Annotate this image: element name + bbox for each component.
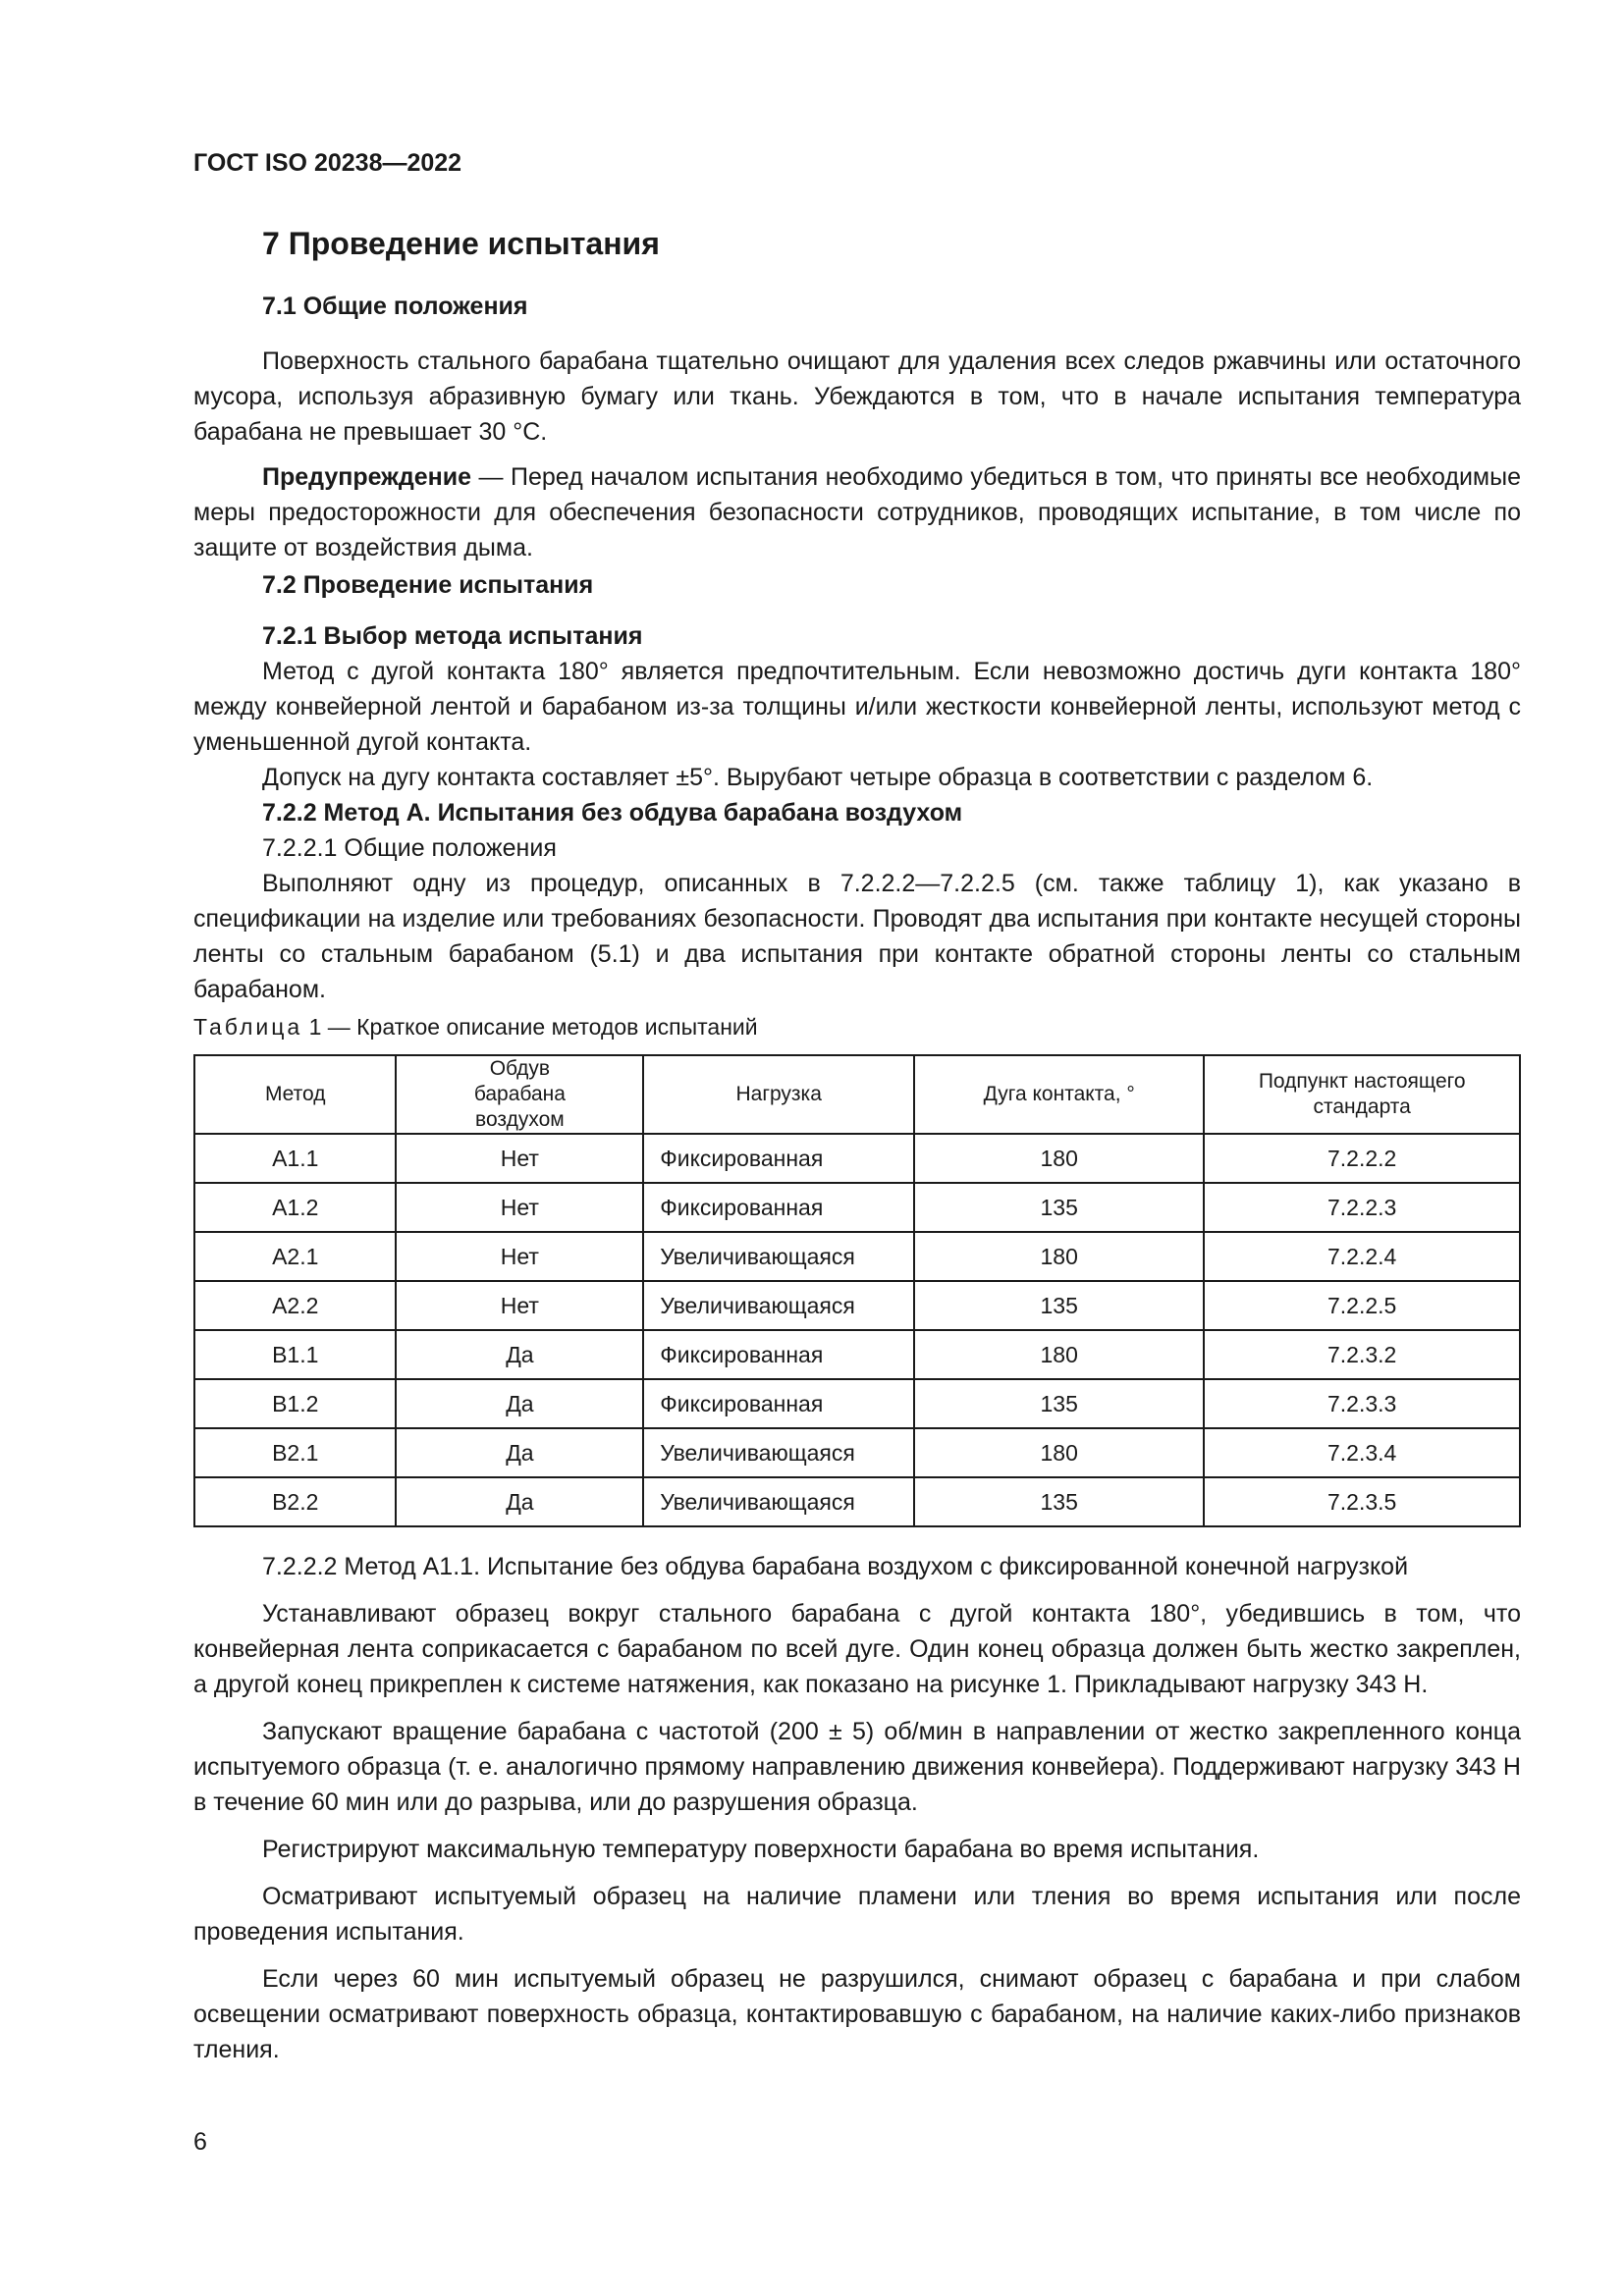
table-row	[194, 1330, 1520, 1379]
paragraph: Устанавливают образец вокруг стального барабана с дугой контакта 180°, убедившись в том, что конвейерная лента соприкасается с барабаном по всей дуге. Один конец образца должен быть жестко закреплен, а другой конец прикреплен к системе натяжения, как показано на рисунке 1. Прикладывают нагрузку 343 Н.	[193, 1600, 1521, 1698]
paragraph: Выполняют одну из процедур, описанных в 7.2.2.2—7.2.2.5 (см. также таблицу 1), как указано в спецификации на изделие или требованиях безопасности. Проводят два испытания при контакте несущей стороны ленты со стальным барабаном (5.1) и два испытания при контакте обратной стороны ленты со стальным барабаном.	[193, 870, 1521, 1003]
table-cell: Увеличивающаяся	[643, 1281, 914, 1330]
table-cell: Нет	[396, 1232, 643, 1281]
paragraph: Осматривают испытуемый образец на наличие пламени или тления во время испытания или после проведения испытания.	[193, 1883, 1521, 1946]
table-cell: 7.2.3.4	[1204, 1428, 1520, 1477]
table-cell: 180	[914, 1330, 1204, 1379]
table-cell: А2.2	[194, 1281, 396, 1330]
paragraph: Если через 60 мин испытуемый образец не разрушился, снимают образец с барабана и при слабом освещении осматривают поверхность образца, контактировавшую с барабаном, на наличие каких-либо признаков тления.	[193, 1965, 1521, 2063]
section-7-1	[193, 289, 1521, 565]
paragraph-heading: 7.2.2.1 Общие положения	[262, 834, 557, 862]
warning-text: — Перед началом испытания необходимо убедиться в том, что приняты все необходимые меры предосторожности для обеспечения безопасности сотрудников, проводящих испытание, в том числе по защите от воздействия дыма.	[193, 463, 1521, 561]
methods-table	[193, 1054, 1521, 1527]
table-cell: А2.1	[194, 1232, 396, 1281]
table-cell: 180	[914, 1232, 1204, 1281]
subsection-title-7-2-1: 7.2.1 Выбор метода испытания	[262, 622, 643, 650]
table-header-cell: Метод	[194, 1055, 396, 1134]
table-cell: 180	[914, 1428, 1204, 1477]
warning-paragraph	[193, 459, 1521, 565]
table-row	[194, 1134, 1520, 1183]
table-row	[194, 1232, 1520, 1281]
table-cell: 135	[914, 1281, 1204, 1330]
table-header-cell: Обдув барабана воздухом	[396, 1055, 643, 1134]
table-caption-word: Таблица	[193, 1014, 303, 1040]
paragraph: Регистрируют максимальную температуру поверхности барабана во время испытания.	[262, 1836, 1260, 1863]
table-row	[194, 1281, 1520, 1330]
table-cell: Нет	[396, 1183, 643, 1232]
paragraph: Запускают вращение барабана с частотой (200 ± 5) об/мин в направлении от жестко закрепленного конца испытуемого образца (т. е. аналогично прямому направлению движения конвейера). Поддерживают нагрузку 343 Н в течение 60 мин или до разрыва, или до разрушения образца.	[193, 1718, 1521, 1816]
paragraph: Допуск на дугу контакта составляет ±5°. Вырубают четыре образца в соответствии с разделом 6.	[262, 764, 1374, 791]
table-cell: В2.2	[194, 1477, 396, 1526]
table-cell: Фиксированная	[643, 1330, 914, 1379]
table-cell: 7.2.2.4	[1204, 1232, 1520, 1281]
subsection-title-7-1: 7.1 Общие положения	[262, 293, 528, 320]
table-cell: 7.2.3.5	[1204, 1477, 1520, 1526]
table-cell: Фиксированная	[643, 1183, 914, 1232]
subsection-title-7-2: 7.2 Проведение испытания	[262, 571, 594, 599]
table-cell: Да	[396, 1477, 643, 1526]
document-header: ГОСТ ISO 20238—2022	[193, 149, 462, 177]
page-number: 6	[193, 2128, 207, 2156]
table-cell: В1.2	[194, 1379, 396, 1428]
table-cell: А1.1	[194, 1134, 396, 1183]
table-cell: Фиксированная	[643, 1379, 914, 1428]
table-row	[194, 1477, 1520, 1526]
table-cell: 135	[914, 1477, 1204, 1526]
table-cell: 135	[914, 1183, 1204, 1232]
table-cell: 180	[914, 1134, 1204, 1183]
table-cell: 7.2.2.3	[1204, 1183, 1520, 1232]
section-7-2	[193, 567, 1521, 1007]
table-cell: Увеличивающаяся	[643, 1477, 914, 1526]
table-header-cell: Дуга контакта, °	[914, 1055, 1204, 1134]
table-header-cell: Подпункт настоящего стандарта	[1204, 1055, 1520, 1134]
table-row	[194, 1428, 1520, 1477]
table-caption	[193, 1014, 758, 1041]
table-cell: 7.2.3.3	[1204, 1379, 1520, 1428]
paragraph: Поверхность стального барабана тщательно очищают для удаления всех следов ржавчины или остаточного мусора, используя абразивную бумагу или ткань. Убеждаются в том, что в начале испытания температура барабана не превышает 30 °C.	[193, 347, 1521, 446]
table-row	[194, 1379, 1520, 1428]
table-cell: Да	[396, 1379, 643, 1428]
table-cell: Фиксированная	[643, 1134, 914, 1183]
table-cell: 7.2.2.5	[1204, 1281, 1520, 1330]
table-cell: Увеличивающаяся	[643, 1428, 914, 1477]
table-cell: Увеличивающаяся	[643, 1232, 914, 1281]
table-cell: Да	[396, 1428, 643, 1477]
paragraph: Метод с дугой контакта 180° является предпочтительным. Если невозможно достичь дуги контакта 180° между конвейерной лентой и барабаном из-за толщины и/или жесткости конвейерной ленты, используют метод с уменьшенной дугой контакта.	[193, 658, 1521, 756]
table-header-cell: Нагрузка	[643, 1055, 914, 1134]
table-cell: 7.2.2.2	[1204, 1134, 1520, 1183]
table-cell: Нет	[396, 1134, 643, 1183]
subsection-title-7-2-2: 7.2.2 Метод А. Испытания без обдува барабана воздухом	[262, 799, 963, 827]
table-header-row	[194, 1055, 1520, 1134]
table-cell: А1.2	[194, 1183, 396, 1232]
warning-label: Предупреждение	[262, 463, 472, 491]
table-cell: Нет	[396, 1281, 643, 1330]
table-cell: 135	[914, 1379, 1204, 1428]
table-cell: В1.1	[194, 1330, 396, 1379]
table-cell: 7.2.3.2	[1204, 1330, 1520, 1379]
table-caption-text: 1 — Краткое описание методов испытаний	[302, 1014, 758, 1040]
table-cell: Да	[396, 1330, 643, 1379]
paragraph-heading: 7.2.2.2 Метод А1.1. Испытание без обдува барабана воздухом с фиксированной конечной нагрузкой	[262, 1553, 1409, 1580]
table-row	[194, 1183, 1520, 1232]
section-7-2-2-2	[193, 1549, 1521, 2067]
section-title: 7 Проведение испытания	[262, 226, 660, 261]
table-cell: В2.1	[194, 1428, 396, 1477]
